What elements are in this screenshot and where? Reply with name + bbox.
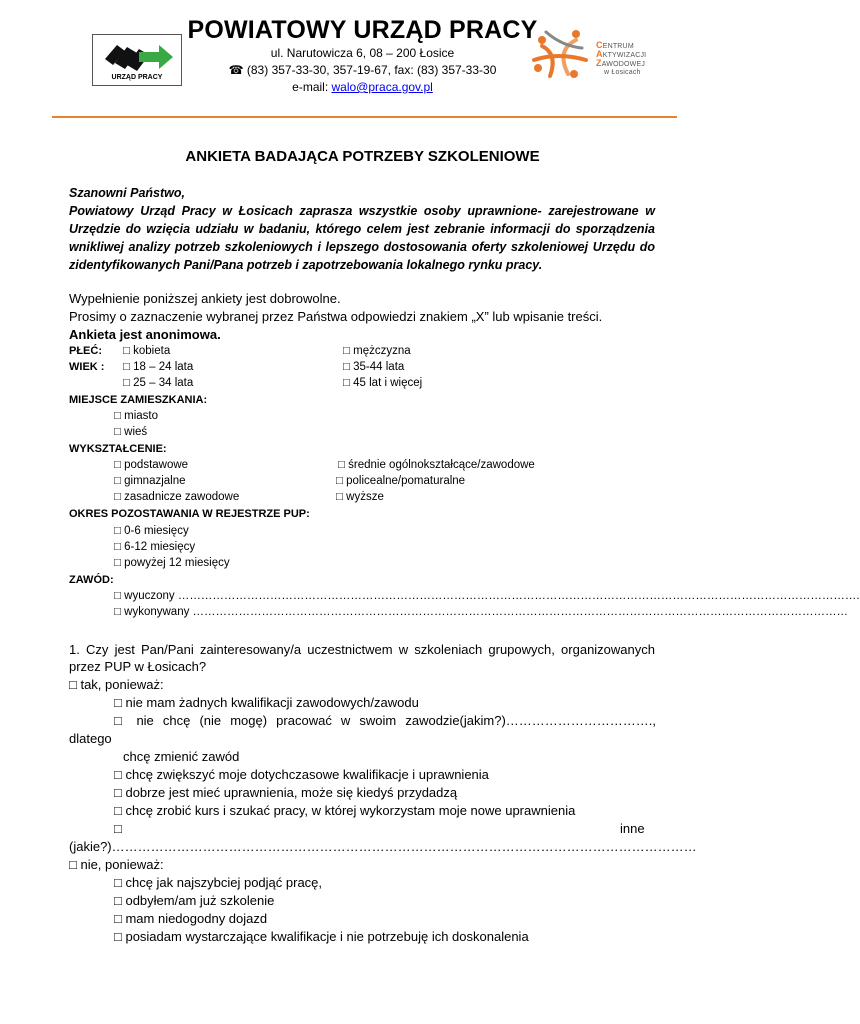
no-reason-find-job[interactable]: □ chcę jak najszybciej podjąć pracę, <box>114 875 323 890</box>
age-option-35-44[interactable]: □ 35-44 lata <box>343 361 405 373</box>
education-option-secondary[interactable]: □ średnie ogólnokształcące/zawodowe <box>338 459 535 471</box>
profession-learned-field[interactable]: □ wyuczony ……………………………………………………………………………………………………………………………………………………………. <box>114 590 860 602</box>
intro-first-line: Powiatowy Urząd Pracy w Łosicach zaprasza wszystkie osoby uprawnione- zarejestrowane w <box>69 204 655 218</box>
yes-reason-change-profession-cont: chcę zmienić zawód <box>123 749 240 764</box>
intro-text: Urzędzie do wzięcia udziału w badaniu, którego celem jest zebranie informacji do sporządzenia wnikliwej analizy potrzeb szkoleniowych i lepszego dostosowania oferty szkoleniowej Urzędu do zidentyfikowanych Pani/Pana potrzeb i zapotrzebowania lokalnego rynku pracy. <box>69 222 655 272</box>
education-option-primary[interactable]: □ podstawowe <box>114 459 189 471</box>
instruction-note: Prosimy o zaznaczenie wybranej przez Państwa odpowiedzi znakiem „X” lub wpisanie treści. <box>69 309 603 324</box>
email-line <box>180 80 545 94</box>
address: ul. Narutowicza 6, 08 – 200 Łosice <box>270 46 455 60</box>
cakz-line-1: CENTRUM <box>596 40 634 50</box>
yes-reason-other-field[interactable]: (jakie?)……………………………………………………………………………………………………………………… <box>69 839 697 854</box>
education-option-vocational[interactable]: □ zasadnicze zawodowe <box>114 491 240 503</box>
telephone-icon: ☎ <box>228 63 247 77</box>
question-1-line-2: przez PUP w Łosicach? <box>69 659 207 674</box>
yes-reason-course-and-job[interactable]: □ chcę zrobić kurs i szukać pracy, w której wykorzystam moje nowe uprawnienia <box>114 803 576 818</box>
cakz-line-4: w Łosicach <box>604 69 641 76</box>
profession-label: ZAWÓD: <box>69 574 114 586</box>
age-option-18-24[interactable]: □ 18 – 24 lata <box>123 361 194 373</box>
age-option-25-34[interactable]: □ 25 – 34 lata <box>123 377 194 389</box>
header-divider <box>52 116 677 118</box>
phone-numbers: (83) 357-33-30, 357-19-67, fax: (83) 357-33-30 <box>246 63 497 77</box>
email-label: e-mail: <box>292 80 332 94</box>
question-1-line-1: 1. Czy jest Pan/Pani zainteresowany/a uczestnictwem w szkoleniach grupowych, organizowanych <box>69 642 655 657</box>
email-link[interactable]: walo@praca.gov.pl <box>331 80 433 94</box>
residence-label: MIEJSCE ZAMIESZKANIA: <box>69 394 208 406</box>
yes-reason-other-checkbox[interactable]: □ <box>114 821 122 836</box>
education-option-post-secondary[interactable]: □ policealne/pomaturalne <box>336 475 466 487</box>
cakz-logo-graphic <box>528 24 598 84</box>
registration-option-12-plus[interactable]: □ powyżej 12 miesięcy <box>114 557 230 569</box>
yes-reason-no-qualifications[interactable]: □ nie mam żadnych kwalifikacji zawodowych/zawodu <box>114 695 419 710</box>
registration-option-6-12[interactable]: □ 6-12 miesięcy <box>114 541 196 553</box>
answer-yes[interactable]: □ tak, ponieważ: <box>69 677 164 692</box>
phone-line <box>180 63 545 77</box>
residence-option-village[interactable]: □ wieś <box>114 426 148 438</box>
no-reason-already-trained[interactable]: □ odbyłem/am już szkolenie <box>114 893 275 908</box>
yes-reason-good-to-have[interactable]: □ dobrze jest mieć uprawnienia, może się kiedyś przydadzą <box>114 785 458 800</box>
education-option-higher[interactable]: □ wyższe <box>336 491 384 503</box>
gender-option-female[interactable]: □ kobieta <box>123 345 171 357</box>
registration-label: OKRES POZOSTAWANIA W REJESTRZE PUP: <box>69 508 310 520</box>
registration-option-0-6[interactable]: □ 0-6 miesięcy <box>114 525 189 537</box>
age-option-45-plus[interactable]: □ 45 lat i więcej <box>343 377 423 389</box>
yes-reason-increase-qualifications[interactable]: □ chcę zwiększyć moje dotychczasowe kwalifikacje i uprawnienia <box>114 767 489 782</box>
education-option-gymnasium[interactable]: □ gimnazjalne <box>114 475 186 487</box>
no-reason-commute[interactable]: □ mam niedogodny dojazd <box>114 911 268 926</box>
anonymous-note: Ankieta jest anonimowa. <box>69 327 221 342</box>
org-title: POWIATOWY URZĄD PRACY <box>187 16 538 44</box>
document-title: ANKIETA BADAJĄCA POTRZEBY SZKOLENIOWE <box>185 148 540 165</box>
answer-no[interactable]: □ nie, ponieważ: <box>69 857 164 872</box>
yes-reason-therefore: dlatego <box>69 731 112 746</box>
age-label: WIEK : <box>69 361 105 373</box>
cakz-line-3: ZAWODOWEJ <box>596 58 646 68</box>
cakz-line-2: AKTYWIZACJI <box>596 49 647 59</box>
residence-option-city[interactable]: □ miasto <box>114 410 159 422</box>
gender-option-male[interactable]: □ mężczyzna <box>343 345 411 357</box>
profession-current-field[interactable]: □ wykonywany ……………………………………………………………………………………………………………………………………………………… <box>114 606 849 618</box>
no-reason-sufficient-qualifications[interactable]: □ posiadam wystarczające kwalifikacje i nie potrzebuję ich doskonalenia <box>114 929 529 944</box>
yes-reason-change-profession[interactable]: □ nie chcę (nie mogę) pracować w swoim zawodzie(jakim?)……………………………., <box>114 713 656 728</box>
education-label: WYKSZTAŁCENIE: <box>69 443 167 455</box>
intro-salutation: Szanowni Państwo, <box>69 186 185 200</box>
gender-label: PŁEĆ: <box>69 345 102 357</box>
pup-logo-text: URZĄD PRACY <box>111 74 163 81</box>
voluntary-note: Wypełnienie poniższej ankiety jest dobrowolne. <box>69 291 341 306</box>
yes-reason-other-label: inne <box>620 821 645 836</box>
pup-logo <box>92 34 182 86</box>
